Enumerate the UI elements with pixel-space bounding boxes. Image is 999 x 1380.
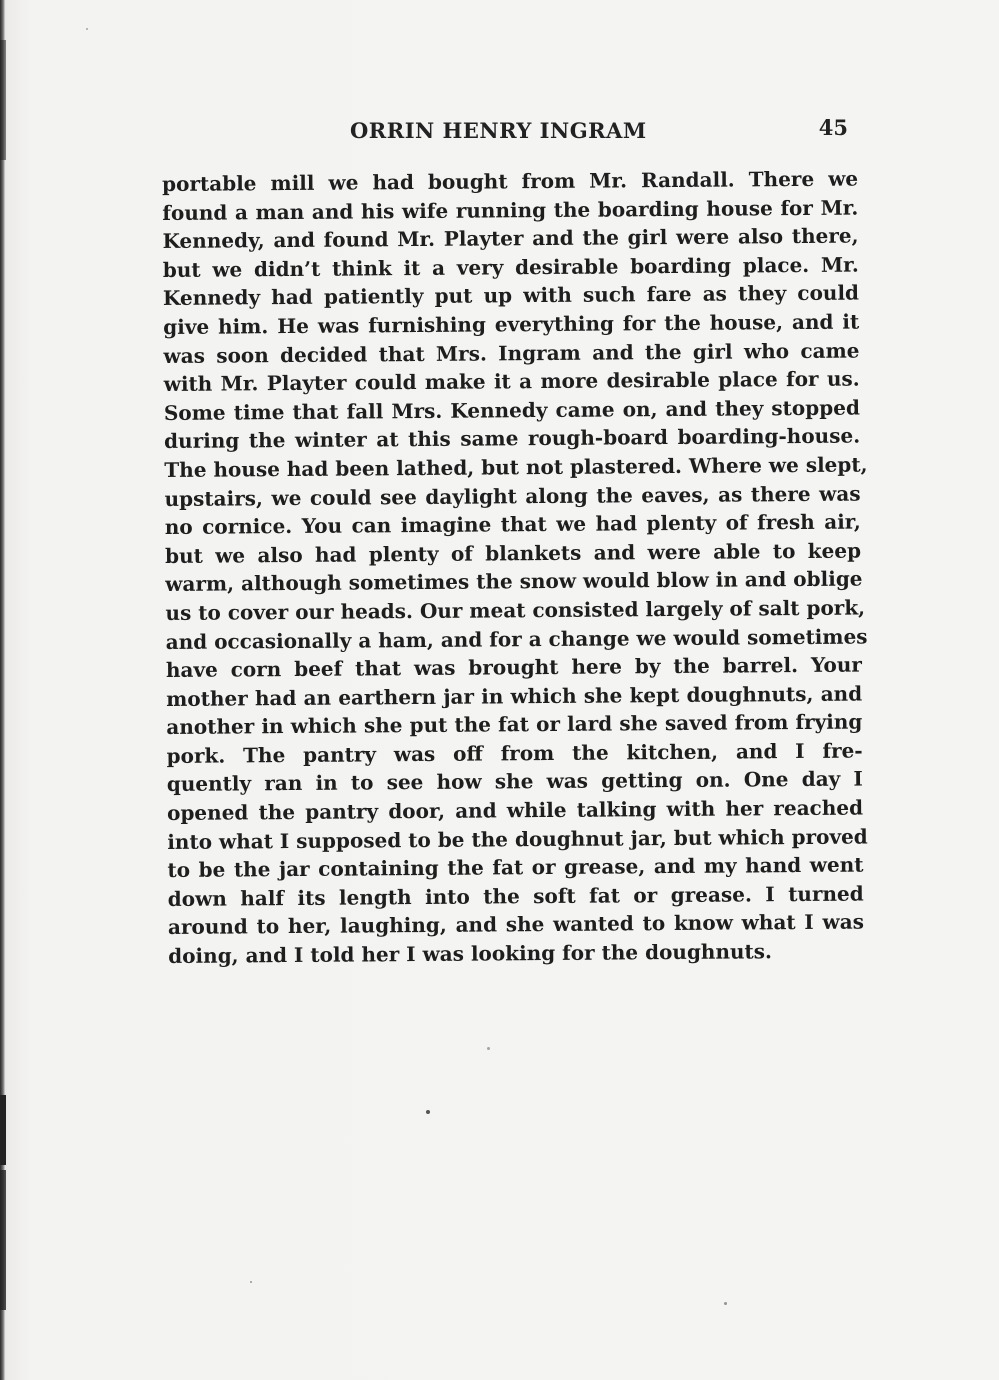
text-line: mother had an earthern jar in which she kept doughnuts, and — [166, 681, 863, 711]
paper-speck — [86, 28, 88, 30]
spine-mark — [0, 40, 6, 160]
spine-mark — [0, 1095, 6, 1165]
text-line: into what I supposed to be the doughnut jar, but which proved — [167, 824, 868, 854]
text-line: Some time that fall Mrs. Kennedy came on, and they stopped — [163, 395, 860, 425]
text-line: opened the pantry door, and while talking with her reached — [166, 795, 864, 826]
text-line: and occasionally a ham, and for a change we would sometimes — [165, 623, 868, 654]
text-line: upstairs, we could see daylight along the eaves, as there was — [164, 481, 861, 511]
spine-mark — [0, 1170, 6, 1310]
running-title: ORRIN HENRY INGRAM — [350, 118, 647, 143]
text-line: found a man and his wife running the boarding house for Mr. — [162, 195, 859, 225]
text-line: during the winter at this same rough-board boarding-house. — [164, 423, 861, 454]
text-line: portable mill we had bought from Mr. Randall. There we — [162, 166, 859, 196]
body-text — [162, 165, 868, 971]
page-number: 45 — [818, 115, 848, 140]
text-line: pork. The pantry was off from the kitchen, and I fre- — [166, 738, 863, 768]
text-line: Kennedy, and found Mr. Playter and the girl were also there, — [162, 223, 859, 254]
text-line: with Mr. Playter could make it a more desirable place for us. — [163, 366, 860, 397]
text-line: to be the jar containing the fat or grease, and my hand went — [167, 852, 864, 883]
text-line: give him. He was furnishing everything for the house, and it — [163, 309, 860, 339]
paper-speck — [487, 1047, 490, 1050]
text-line: Kennedy had patiently put up with such fare as they could — [162, 280, 860, 311]
text-line: The house had been lathed, but not plastered. Where we slept, — [164, 452, 868, 482]
paper-speck — [724, 1302, 727, 1305]
text-line: doing, and I told her I was looking for the doughnuts. — [168, 939, 773, 969]
text-line: no cornice. You can imagine that we had plenty of fresh air, — [164, 509, 861, 540]
text-line: us to cover our heads. Our meat consisted largely of salt pork, — [165, 595, 866, 625]
paper-speck — [250, 1281, 252, 1283]
text-line: but we didn’t think it a very desirable boarding place. Mr. — [162, 252, 859, 282]
text-line: another in which she put the fat or lard she saved from frying — [166, 709, 863, 740]
text-line: quently ran in to see how she was getting on. One day I — [166, 766, 863, 797]
paper-speck — [426, 1110, 430, 1114]
text-line: was soon decided that Mrs. Ingram and the girl who came — [163, 338, 860, 368]
page-header — [160, 115, 860, 148]
text-line: but we also had plenty of blankets and were able to keep — [164, 538, 862, 568]
text-line: around to her, laughing, and she wanted to know what I was — [167, 909, 865, 940]
text-line: have corn beef that was brought here by the barrel. Your — [165, 652, 863, 683]
text-line: warm, although sometimes the snow would blow in and oblige — [165, 566, 863, 597]
text-line: down half its length into the soft fat or grease. I turned — [167, 881, 864, 911]
